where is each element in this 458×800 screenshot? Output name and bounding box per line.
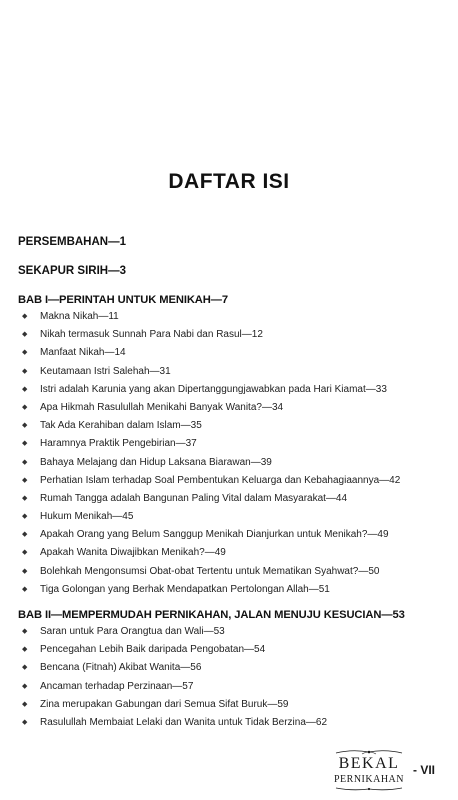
list-item-text: Perhatian Islam terhadap Soal Pembentukan Keluarga dan Kebahagiaannya—42 [40, 474, 401, 486]
list-item [18, 490, 450, 508]
logo-line-2: PERNIKAHAN [334, 774, 404, 785]
list-item-text: Rasulullah Membaiat Lelaki dan Wanita untuk Tidak Berzina—62 [40, 716, 328, 728]
list-item [18, 454, 450, 472]
list-item [18, 581, 450, 599]
list-item [18, 623, 450, 641]
list-item [18, 714, 450, 732]
list-item-text: Istri adalah Karunia yang akan Dipertanggungjawabkan pada Hari Kiamat—33 [40, 383, 387, 395]
list-item-text: Tiga Golongan yang Berhak Mendapatkan Pertolongan Allah—51 [40, 583, 330, 595]
list-item-text: Apa Hikmah Rasulullah Menikahi Banyak Wanita?—34 [40, 401, 284, 413]
list-item-text: Saran untuk Para Orangtua dan Wali—53 [40, 626, 225, 637]
list-item [18, 563, 450, 581]
list-item-text: Haramnya Praktik Pengebirian—37 [40, 438, 197, 450]
diamond-bullet-icon: ◆ [22, 513, 28, 521]
diamond-bullet-icon: ◆ [22, 349, 28, 357]
diamond-bullet-icon: ◆ [22, 700, 28, 708]
list-item [18, 417, 450, 435]
chapter-2-items [18, 623, 450, 732]
diamond-bullet-icon: ◆ [22, 313, 28, 320]
diamond-bullet-icon: ◆ [22, 403, 28, 411]
list-item-text: Apakah Wanita Diwajibkan Menikah?—49 [40, 547, 226, 559]
list-item [18, 344, 450, 362]
list-item-text: Rumah Tangga adalah Bangunan Paling Vital dalam Masyarakat—44 [40, 492, 348, 504]
list-item-text: Bencana (Fitnah) Akibat Wanita—56 [40, 662, 202, 674]
list-item [18, 363, 450, 381]
toc-entry-persembahan: PERSEMBAHAN—1 [18, 236, 126, 248]
chapter-heading-bab-2: BAB II—MEMPERMUDAH PERNIKAHAN, JALAN MENUJU KESUCIAN—53 [18, 609, 405, 621]
diamond-bullet-icon: ◆ [22, 664, 28, 672]
diamond-bullet-icon: ◆ [22, 567, 28, 575]
list-item [18, 381, 450, 399]
diamond-bullet-icon: ◆ [22, 385, 28, 393]
diamond-bullet-icon: ◆ [22, 331, 28, 339]
toc-entry-sekapur-sirih: SEKAPUR SIRIH—3 [18, 265, 126, 277]
list-item [18, 472, 450, 490]
list-item-text: Keutamaan Istri Salehah—31 [40, 365, 171, 377]
list-item-text: Manfaat Nikah—14 [40, 347, 126, 359]
diamond-bullet-icon: ◆ [22, 628, 28, 635]
list-item [18, 399, 450, 417]
list-item [18, 508, 450, 526]
diamond-bullet-icon: ◆ [22, 494, 28, 502]
list-item-text: Zina merupakan Gabungan dari Semua Sifat Buruk—59 [40, 698, 289, 710]
diamond-bullet-icon: ◆ [22, 531, 28, 539]
list-item [18, 308, 450, 326]
list-item-text: Bahaya Melajang dan Hidup Laksana Biarawan—39 [40, 456, 272, 468]
diamond-bullet-icon: ◆ [22, 718, 28, 726]
list-item [18, 526, 450, 544]
list-item-text: Bolehkah Mengonsumsi Obat-obat Tertentu untuk Mematikan Syahwat?—50 [40, 565, 380, 577]
list-item [18, 678, 450, 696]
list-item-text: Tak Ada Kerahiban dalam Islam—35 [40, 420, 202, 432]
list-item-text: Nikah termasuk Sunnah Para Nabi dan Rasul—12 [40, 329, 263, 341]
diamond-bullet-icon: ◆ [22, 476, 28, 484]
diamond-bullet-icon: ◆ [22, 585, 28, 593]
logo-line-1: BEKAL [338, 755, 400, 772]
diamond-bullet-icon: ◆ [22, 440, 28, 448]
list-item [18, 641, 450, 659]
diamond-bullet-icon: ◆ [22, 458, 28, 466]
list-item [18, 326, 450, 344]
list-item [18, 435, 450, 453]
chapter-1-items [18, 308, 450, 599]
list-item-text: Ancaman terhadap Perzinaan—57 [40, 680, 194, 692]
diamond-bullet-icon: ◆ [22, 422, 28, 430]
chapter-heading-bab-1: BAB I—PERINTAH UNTUK MENIKAH—7 [18, 294, 228, 306]
list-item-text: Apakah Orang yang Belum Sanggup Menikah Dianjurkan untuk Menikah?—49 [40, 529, 389, 541]
diamond-bullet-icon: ◆ [22, 367, 28, 375]
list-item-text: Pencegahan Lebih Baik daripada Pengobatan—54 [40, 644, 266, 656]
diamond-bullet-icon: ◆ [22, 682, 28, 690]
list-item [18, 696, 450, 714]
page-number: - VII [413, 763, 436, 777]
list-item [18, 659, 450, 677]
diamond-bullet-icon: ◆ [22, 549, 28, 557]
list-item [18, 544, 450, 562]
page-title: DAFTAR ISI [168, 170, 290, 193]
table-of-contents [18, 235, 450, 732]
ornament-bottom-icon [334, 786, 404, 792]
list-item-text: Makna Nikah—11 [40, 311, 119, 322]
book-logo [328, 748, 410, 792]
list-item-text: Hukum Menikah—45 [40, 511, 134, 523]
diamond-bullet-icon: ◆ [22, 646, 28, 654]
